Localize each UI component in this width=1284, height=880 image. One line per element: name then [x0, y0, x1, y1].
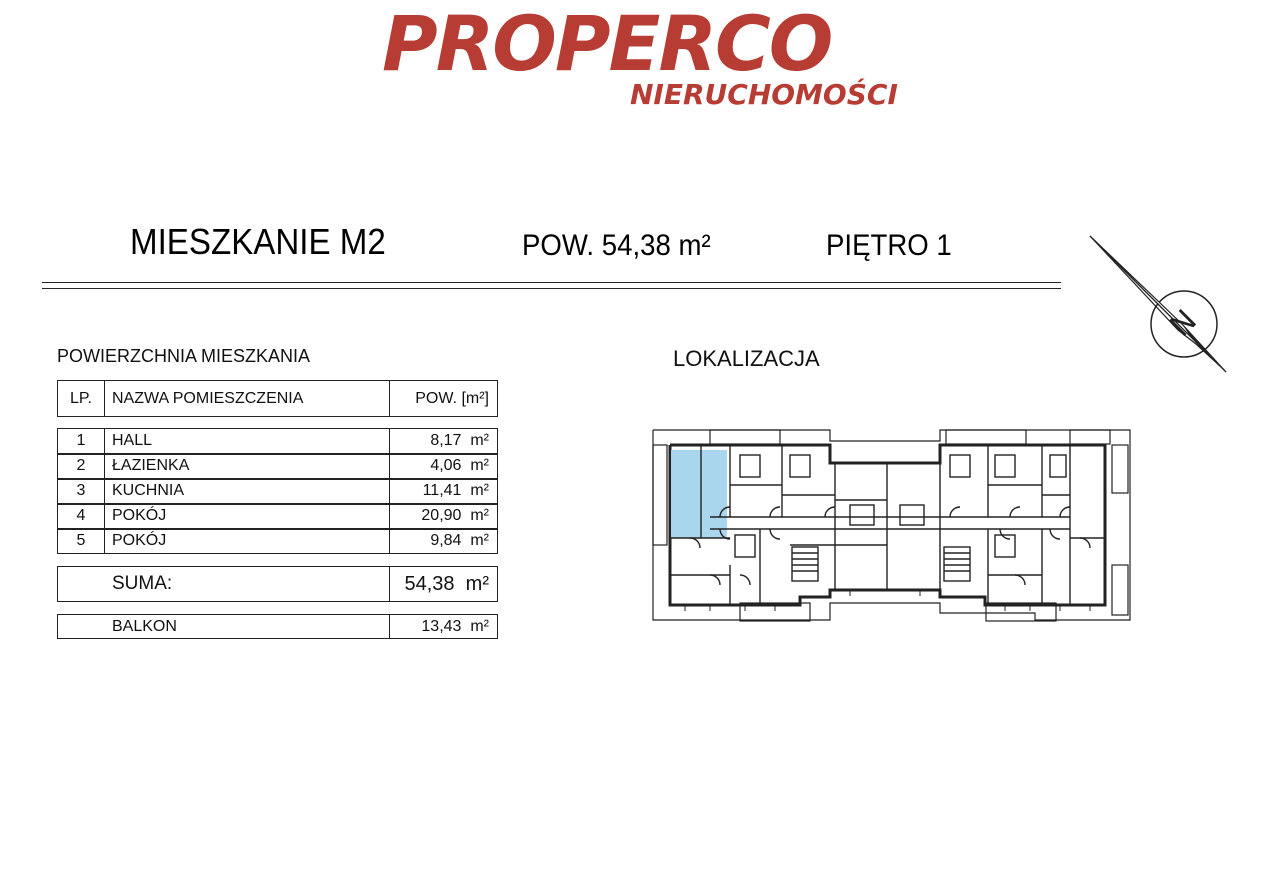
row-name: HALL	[104, 429, 390, 453]
rooms-table	[57, 428, 498, 554]
table-row	[58, 529, 497, 553]
row-area: 8,17 m²	[430, 432, 489, 449]
area-section-title: POWIERZCHNIA MIESZKANIA	[57, 346, 311, 366]
row-area: 11,41 m²	[422, 482, 489, 499]
row-name: KUCHNIA	[104, 479, 390, 503]
header-lp: LP.	[58, 381, 105, 416]
apartment-title: MIESZKANIE M2	[130, 221, 386, 262]
row-area: 9,84 m²	[430, 532, 489, 549]
table-row	[58, 504, 497, 528]
balcony-label: BALKON	[58, 615, 390, 638]
table-row	[58, 429, 497, 453]
row-name: POKÓJ	[104, 529, 390, 553]
sum-row	[57, 566, 498, 602]
row-lp: 5	[58, 529, 105, 553]
row-lp: 1	[58, 429, 105, 453]
balcony-row	[57, 614, 498, 639]
sum-area: 54,38 m²	[404, 572, 489, 595]
apartment-highlight	[671, 450, 701, 538]
header-rule-bottom	[42, 288, 1061, 289]
row-name: ŁAZIENKA	[104, 454, 390, 478]
header-area: POW. [m²]	[415, 389, 489, 407]
apartment-area: POW. 54,38 m²	[522, 229, 711, 262]
sum-label: SUMA:	[58, 567, 390, 601]
properco-logo	[382, 0, 902, 114]
table-row	[58, 479, 497, 503]
header-rule-top	[42, 282, 1061, 283]
row-lp: 4	[58, 504, 105, 528]
row-area: 4,06 m²	[430, 457, 489, 474]
balcony-area: 13,43 m²	[421, 617, 489, 635]
compass-letter: N	[1163, 303, 1204, 344]
logo-main-text: PROPERCO	[382, 0, 832, 88]
row-lp: 2	[58, 454, 105, 478]
north-arrow-icon	[1086, 232, 1231, 377]
row-area: 20,90 m²	[421, 507, 489, 524]
location-section-title: LOKALIZACJA	[673, 346, 820, 371]
logo-sub-text: NIERUCHOMOŚCI	[630, 78, 898, 111]
row-name: POKÓJ	[104, 504, 390, 528]
apartment-floor: PIĘTRO 1	[826, 229, 952, 262]
row-lp: 3	[58, 479, 105, 503]
location-floor-plan	[650, 425, 1132, 630]
header-name: NAZWA POMIESZCZENIA	[104, 381, 390, 416]
table-row	[58, 454, 497, 478]
table-header	[57, 380, 498, 417]
